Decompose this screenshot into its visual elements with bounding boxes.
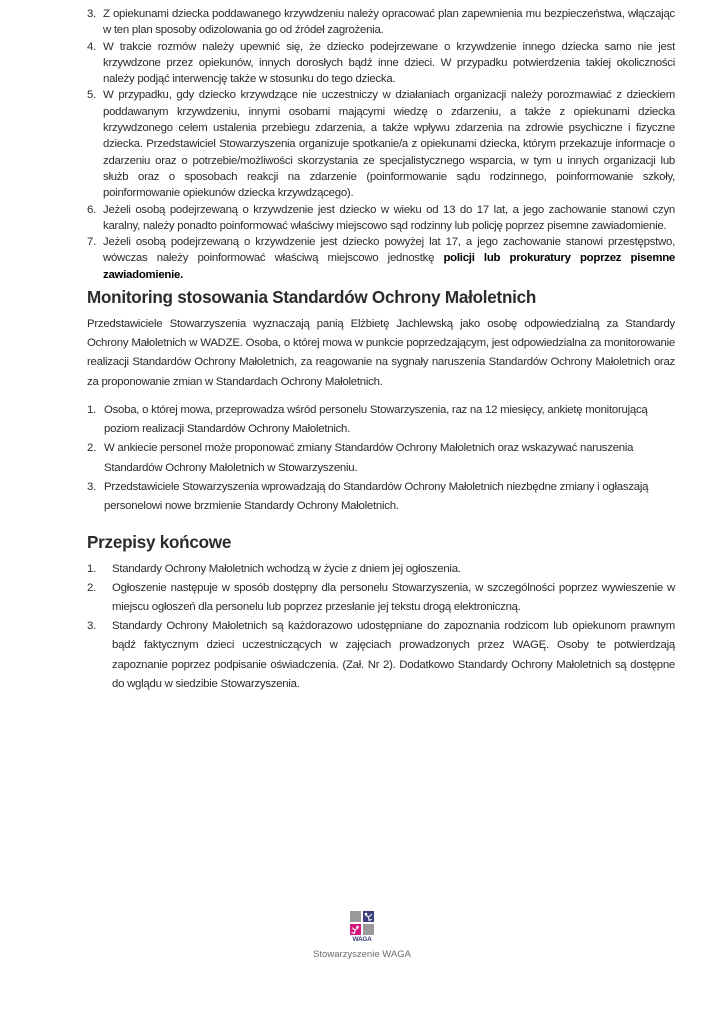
list-item-number: 2. xyxy=(87,442,96,455)
logo-wordmark: WAGA xyxy=(352,936,372,943)
monitoring-paragraph: Przedstawiciele Stowarzyszenia wyznaczają panią Elżbietę Jachlewską jako osobę odpowiedzialną za Standardy Ochrony Małoletnich w WADZE. Osoba, o której mowa w punkcie poprzedzającym, jest odpowiedzialna za monitorowanie realizacji Standardów Ochrony Małoletnich, za reagowanie na sygnały naruszenia Standardów Ochrony Małoletnich oraz za proponowanie zmian w Standardach Ochrony Małoletnich. xyxy=(87,318,675,388)
list-item xyxy=(87,6,675,39)
reaction-procedure-list xyxy=(87,6,675,283)
list-item-number: 3. xyxy=(87,481,96,494)
list-item-number: 7. xyxy=(87,236,96,249)
list-item-text: W przypadku, gdy dziecko krzywdzące nie uczestniczy w działaniach organizacji należy porozmawiać z dzieckiem poddawanym krzywdzeniu, innymi osobami mającymi wiedzę o zdarzeniu, a także z opiekunami dziecka krzywdzonego celem ustalenia przebiegu zdarzenia, a także wpływu zdarzenia na zdrowie psychiczne i fizyczne dziecka. Przedstawiciel Stowarzyszenia organizuje spotkanie/a z opiekunami dziecka, którym przekazuje informacje o zdarzeniu oraz o potrzebie/możliwości skorzystania ze specjalistycznego wsparcia, w tym u innych organizacji lub służb oraz o sposobach reakcji na zdarzenie (poinformowanie sądu rodzinnego, poinformowanie szkoły, poinformowanie opiekunów dziecka krzywdzącego). xyxy=(103,89,675,200)
list-item xyxy=(87,234,675,283)
monitoring-list xyxy=(87,401,675,517)
list-item-text: W ankiecie personel może proponować zmiany Standardów Ochrony Małoletnich oraz wskazywać naruszenia Standardów Ochrony Małoletnich w Stowarzyszeniu. xyxy=(104,442,634,474)
list-item xyxy=(87,39,675,88)
list-item-text: Przedstawiciele Stowarzyszenia wprowadzają do Standardów Ochrony Małoletnich niezbędne zmiany i ogłaszają personelowi nowe brzmienie Standardy Ochrony Małoletnich. xyxy=(104,481,649,513)
final-provisions-list xyxy=(87,560,675,694)
list-item-number: 3. xyxy=(87,8,96,20)
logo-cell-gray-icon xyxy=(350,911,361,922)
organization-name: Stowarzyszenie WAGA xyxy=(313,949,411,960)
list-item-text: Standardy Ochrony Małoletnich są każdorazowo udostępniane do zapoznania rodzicom lub opiekunom prawnym bądź faktycznym dzieci uczestniczących w zajęciach prowadzonych przez WAGĘ. Osoby te potwierdzają zapoznanie poprzez podpisanie oświadczenia. (Zał. Nr 2). Dodatkowo Standardy Ochrony Małoletnich są dostępne do wglądu w siedzibie Stowarzyszenia. xyxy=(112,620,675,690)
list-item xyxy=(87,478,675,517)
list-item-number: 2. xyxy=(87,581,96,594)
document-page xyxy=(87,6,675,694)
section-heading-final-provisions: Przepisy końcowe xyxy=(87,532,232,552)
list-item-number: 5. xyxy=(87,89,96,102)
list-item xyxy=(87,560,675,579)
list-item-number: 4. xyxy=(87,40,96,53)
list-item xyxy=(87,579,675,617)
list-item xyxy=(87,401,675,440)
logo-figure-navy-icon xyxy=(363,911,374,922)
section-heading-monitoring: Monitoring stosowania Standardów Ochrony Małoletnich xyxy=(87,288,537,308)
list-item xyxy=(87,202,675,235)
list-item-text: Ogłoszenie następuje w sposób dostępny dla personelu Stowarzyszenia, w szczególności poprzez wywieszenie w miejscu ogłoszeń dla personelu lub poprzez przesłanie jej tekstu drogą elektroniczną. xyxy=(112,581,675,614)
list-item-text: Osoba, o której mowa, przeprowadza wśród personelu Stowarzyszenia, raz na 12 miesięcy, ankietę monitorującą poziom realizacji Standardów Ochrony Małoletnich. xyxy=(104,403,648,436)
list-item xyxy=(87,439,675,478)
logo-grid xyxy=(349,911,375,935)
list-item-number: 6. xyxy=(87,203,96,216)
logo-figure-magenta-icon xyxy=(350,924,361,935)
list-item-number: 3. xyxy=(87,620,96,633)
list-item-number: 1. xyxy=(87,562,96,575)
page-footer xyxy=(0,911,724,960)
list-item-emphasis: policji lub prokuratury poprzez pisemne zawiadomienie. xyxy=(103,252,675,281)
list-item-text: W trakcie rozmów należy upewnić się, że dziecko podejrzewane o krzywdzenie innego dziecka samo nie jest krzywdzone przez opiekunów, innych dorosłych bądź inne dzieci. W przypadku potwierdzenia takiej okoliczności należy podjąć interwencję także w stosunku do tego dziecka. xyxy=(103,40,675,86)
list-item-text: Standardy Ochrony Małoletnich wchodzą w życie z dniem jej ogłoszenia. xyxy=(112,562,461,575)
list-item xyxy=(87,87,675,201)
logo-cell-gray-icon xyxy=(363,924,374,935)
list-item xyxy=(87,617,675,694)
waga-logo-icon xyxy=(349,911,375,944)
list-item-text: Jeżeli osobą podejrzewaną o krzywdzenie jest dziecko powyżej lat 17, a jego zachowanie stanowi przestępstwo, wówczas należy poinformować właściwą miejscowo jednostkę xyxy=(103,236,675,265)
list-item-number: 1. xyxy=(87,403,96,416)
list-item-text: Z opiekunami dziecka poddawanego krzywdzeniu należy opracować plan zapewnienia mu bezpieczeństwa, włączając w ten plan sposoby odizolowania go od źródeł zagrożenia. xyxy=(103,8,675,37)
list-item-text: Jeżeli osobą podejrzewaną o krzywdzenie jest dziecko w wieku od 13 do 17 lat, a jego zachowanie stanowi czyn karalny, należy ponadto poinformować właściwy miejscowo sąd rodzinny lub policję poprzez pisemne zawiadomienie. xyxy=(103,203,675,232)
